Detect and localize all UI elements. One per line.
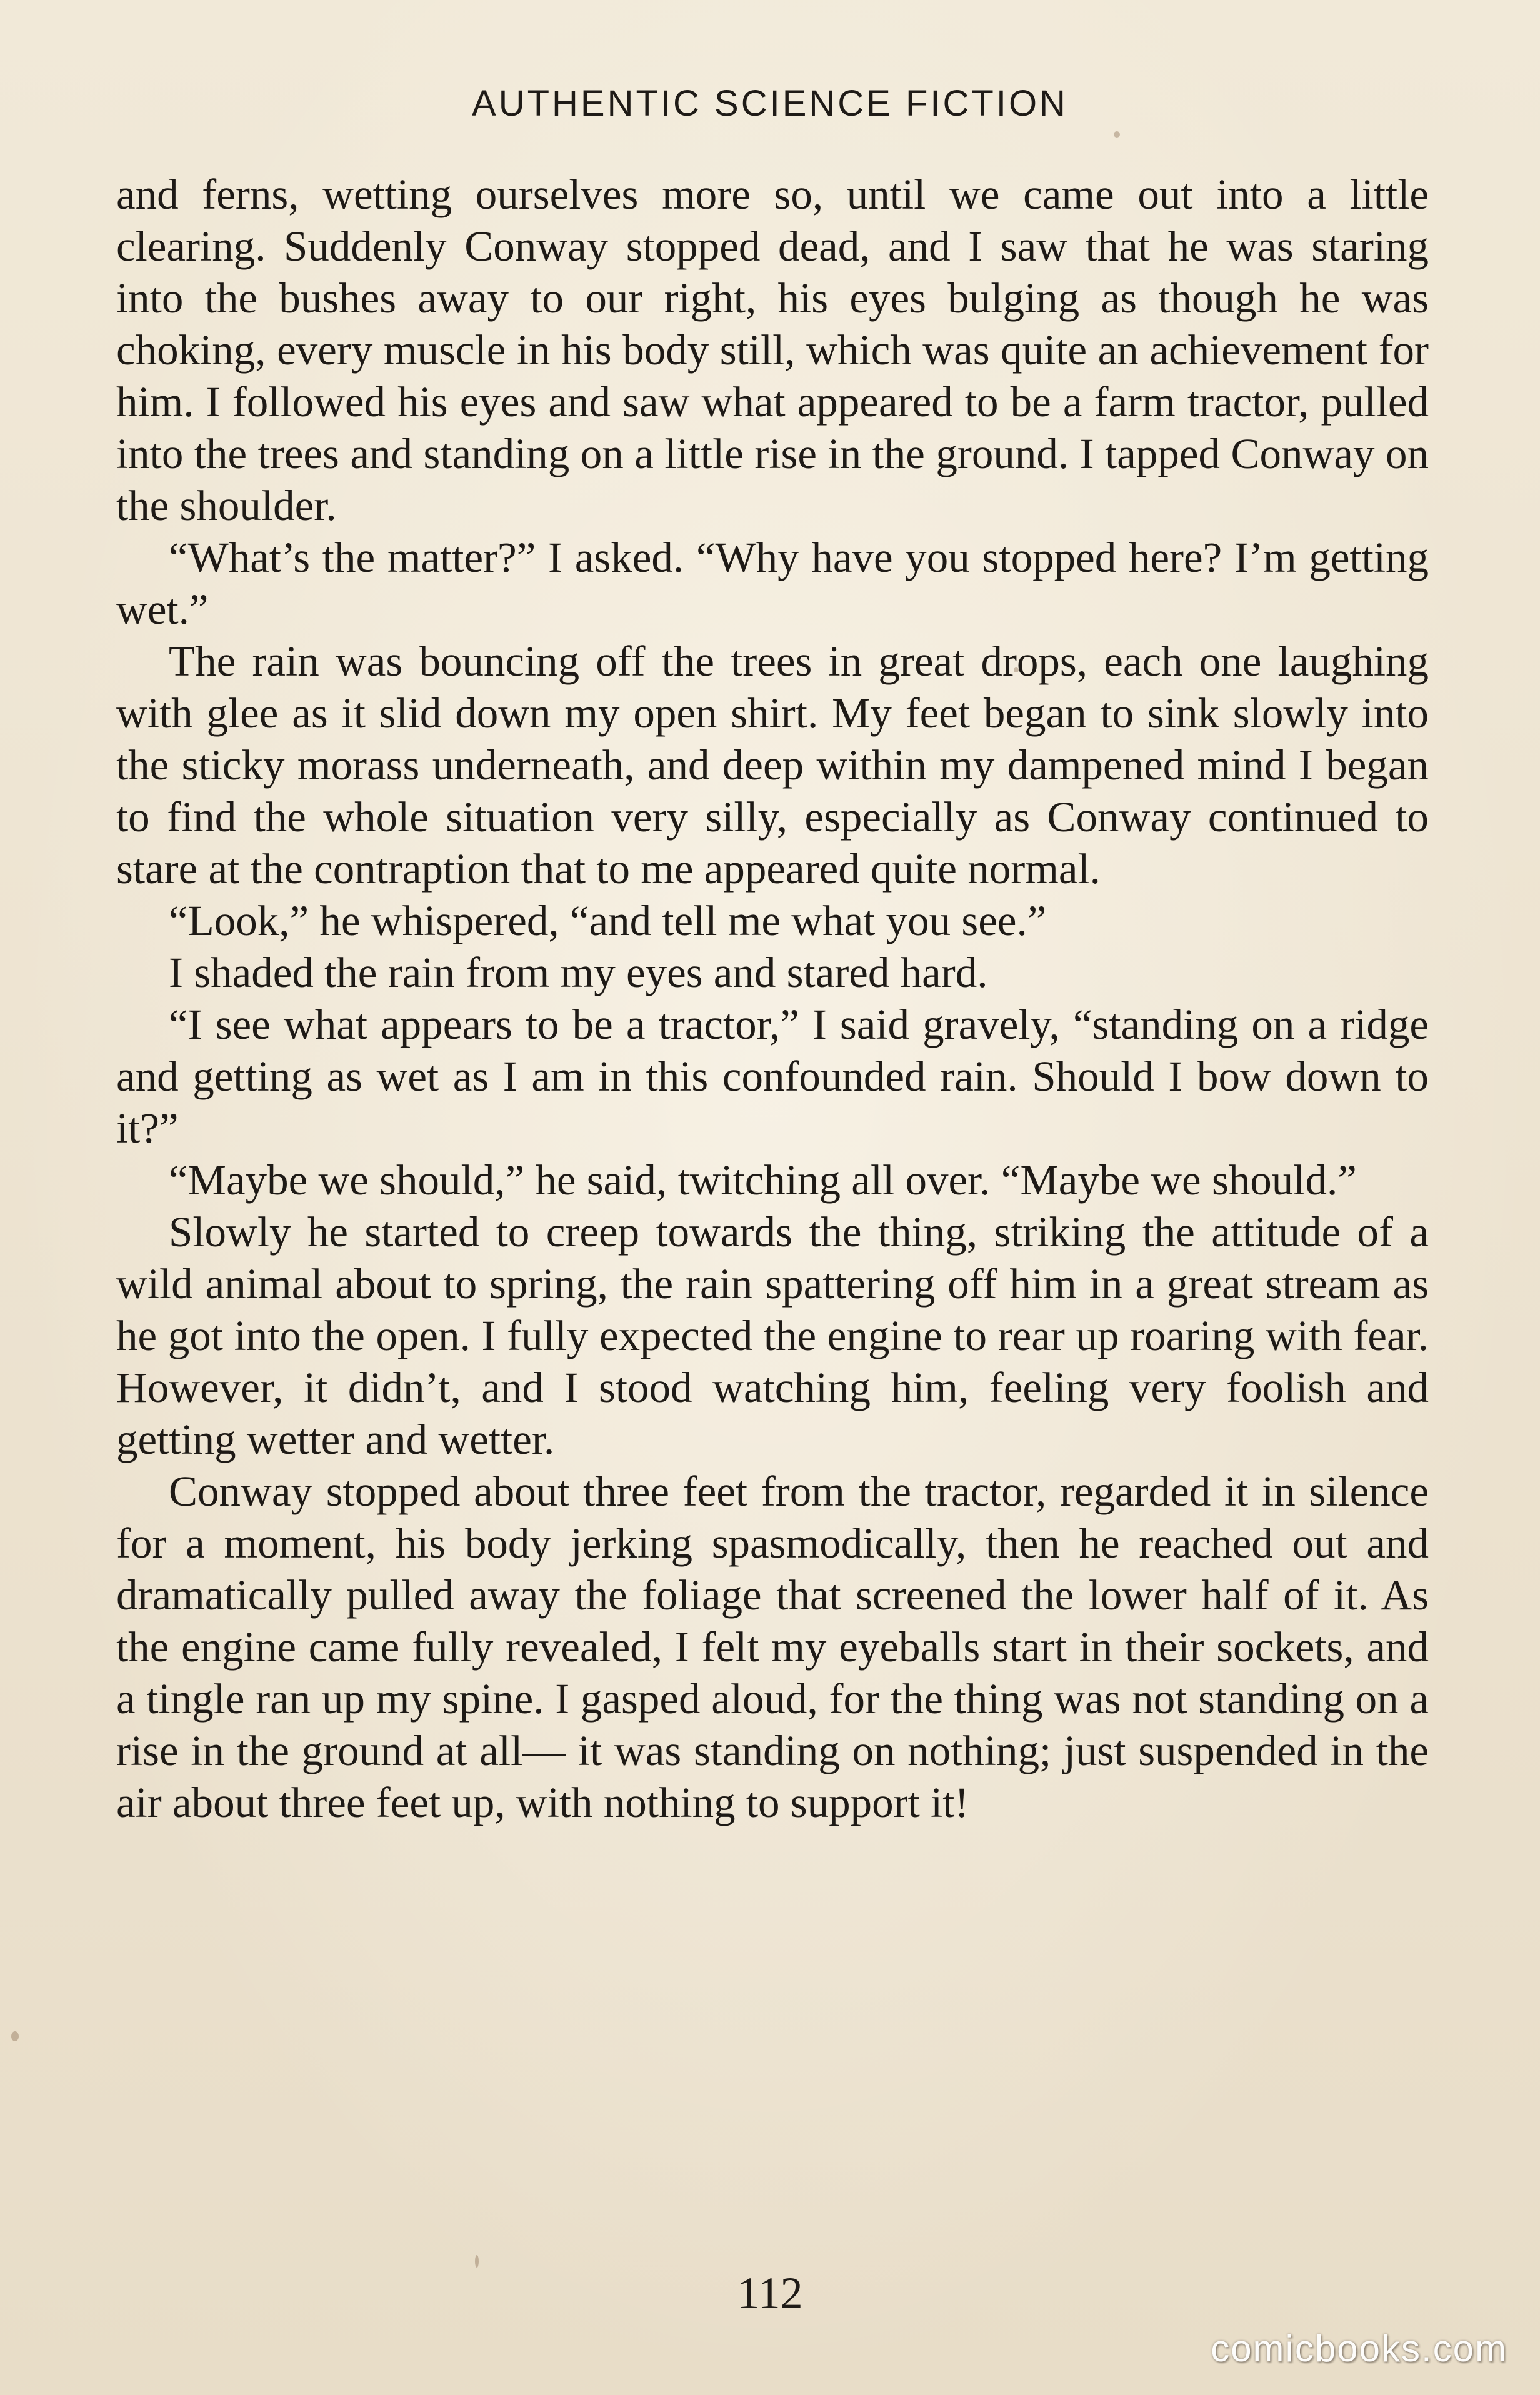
paragraph: Slowly he started to creep towards the thing, striking the attitude of a wild animal about to spring, the rain spattering off him in a great stream as he got into the open. I fully expected the engine to rear up roaring with fear. However, it didn’t, and I stood watching him, feeling very foolish and getting wetter and wetter.	[116, 1208, 1429, 1463]
body-text	[116, 169, 1429, 1829]
paper-speck	[1114, 131, 1120, 138]
paper-speck	[1014, 668, 1019, 672]
paragraph: The rain was bouncing off the trees in great drops, each one laughing with glee as it slid down my open shirt. My feet began to sink slowly into the sticky morass underneath, and deep within my dampened mind I began to find the whole situation very silly, especially as Conway continued to stare at the contraption that to me appeared quite normal.	[116, 638, 1429, 892]
paragraph: “What’s the matter?” I asked. “Why have you stopped here? I’m getting wet.”	[116, 534, 1429, 633]
paragraph: “Look,” he whispered, “and tell me what you see.”	[169, 897, 1047, 944]
paragraph: I shaded the rain from my eyes and stared hard.	[169, 949, 988, 996]
running-head: AUTHENTIC SCIENCE FICTION	[472, 83, 1068, 124]
paper-speck	[475, 2255, 479, 2268]
paper-speck	[11, 2031, 19, 2041]
page-number: 112	[737, 2268, 803, 2318]
paragraph: and ferns, wetting ourselves more so, until we came out into a little clearing. Suddenly Conway stopped dead, and I saw that he was staring into the bushes away to our right, his eyes bulging as though he was choking, every muscle in his body still, which was quite an achievement for him. I followed his eyes and saw what appeared to be a farm tractor, pulled into the trees and standing on a little rise in the ground. I tapped Conway on the shoulder.	[116, 171, 1429, 529]
watermark-text: comicbooks.com	[1211, 2328, 1508, 2369]
paragraph: “I see what appears to be a tractor,” I said gravely, “standing on a ridge and getting as wet as I am in this confounded rain. Should I bow down to it?”	[116, 1001, 1429, 1152]
paragraph: Conway stopped about three feet from the tractor, regarded it in silence for a moment, his body jerking spasmodically, then he reached out and dramatically pulled away the foliage that screened the lower half of it. As the engine came fully revealed, I felt my eyeballs start in their sockets, and a tingle ran up my spine. I gasped aloud, for the thing was not standing on a rise in the ground at all— it was standing on nothing; just suspended in the air about three feet up, with nothing to support it!	[116, 1468, 1429, 1826]
paragraph: “Maybe we should,” he said, twitching all over. “Maybe we should.”	[169, 1156, 1357, 1204]
